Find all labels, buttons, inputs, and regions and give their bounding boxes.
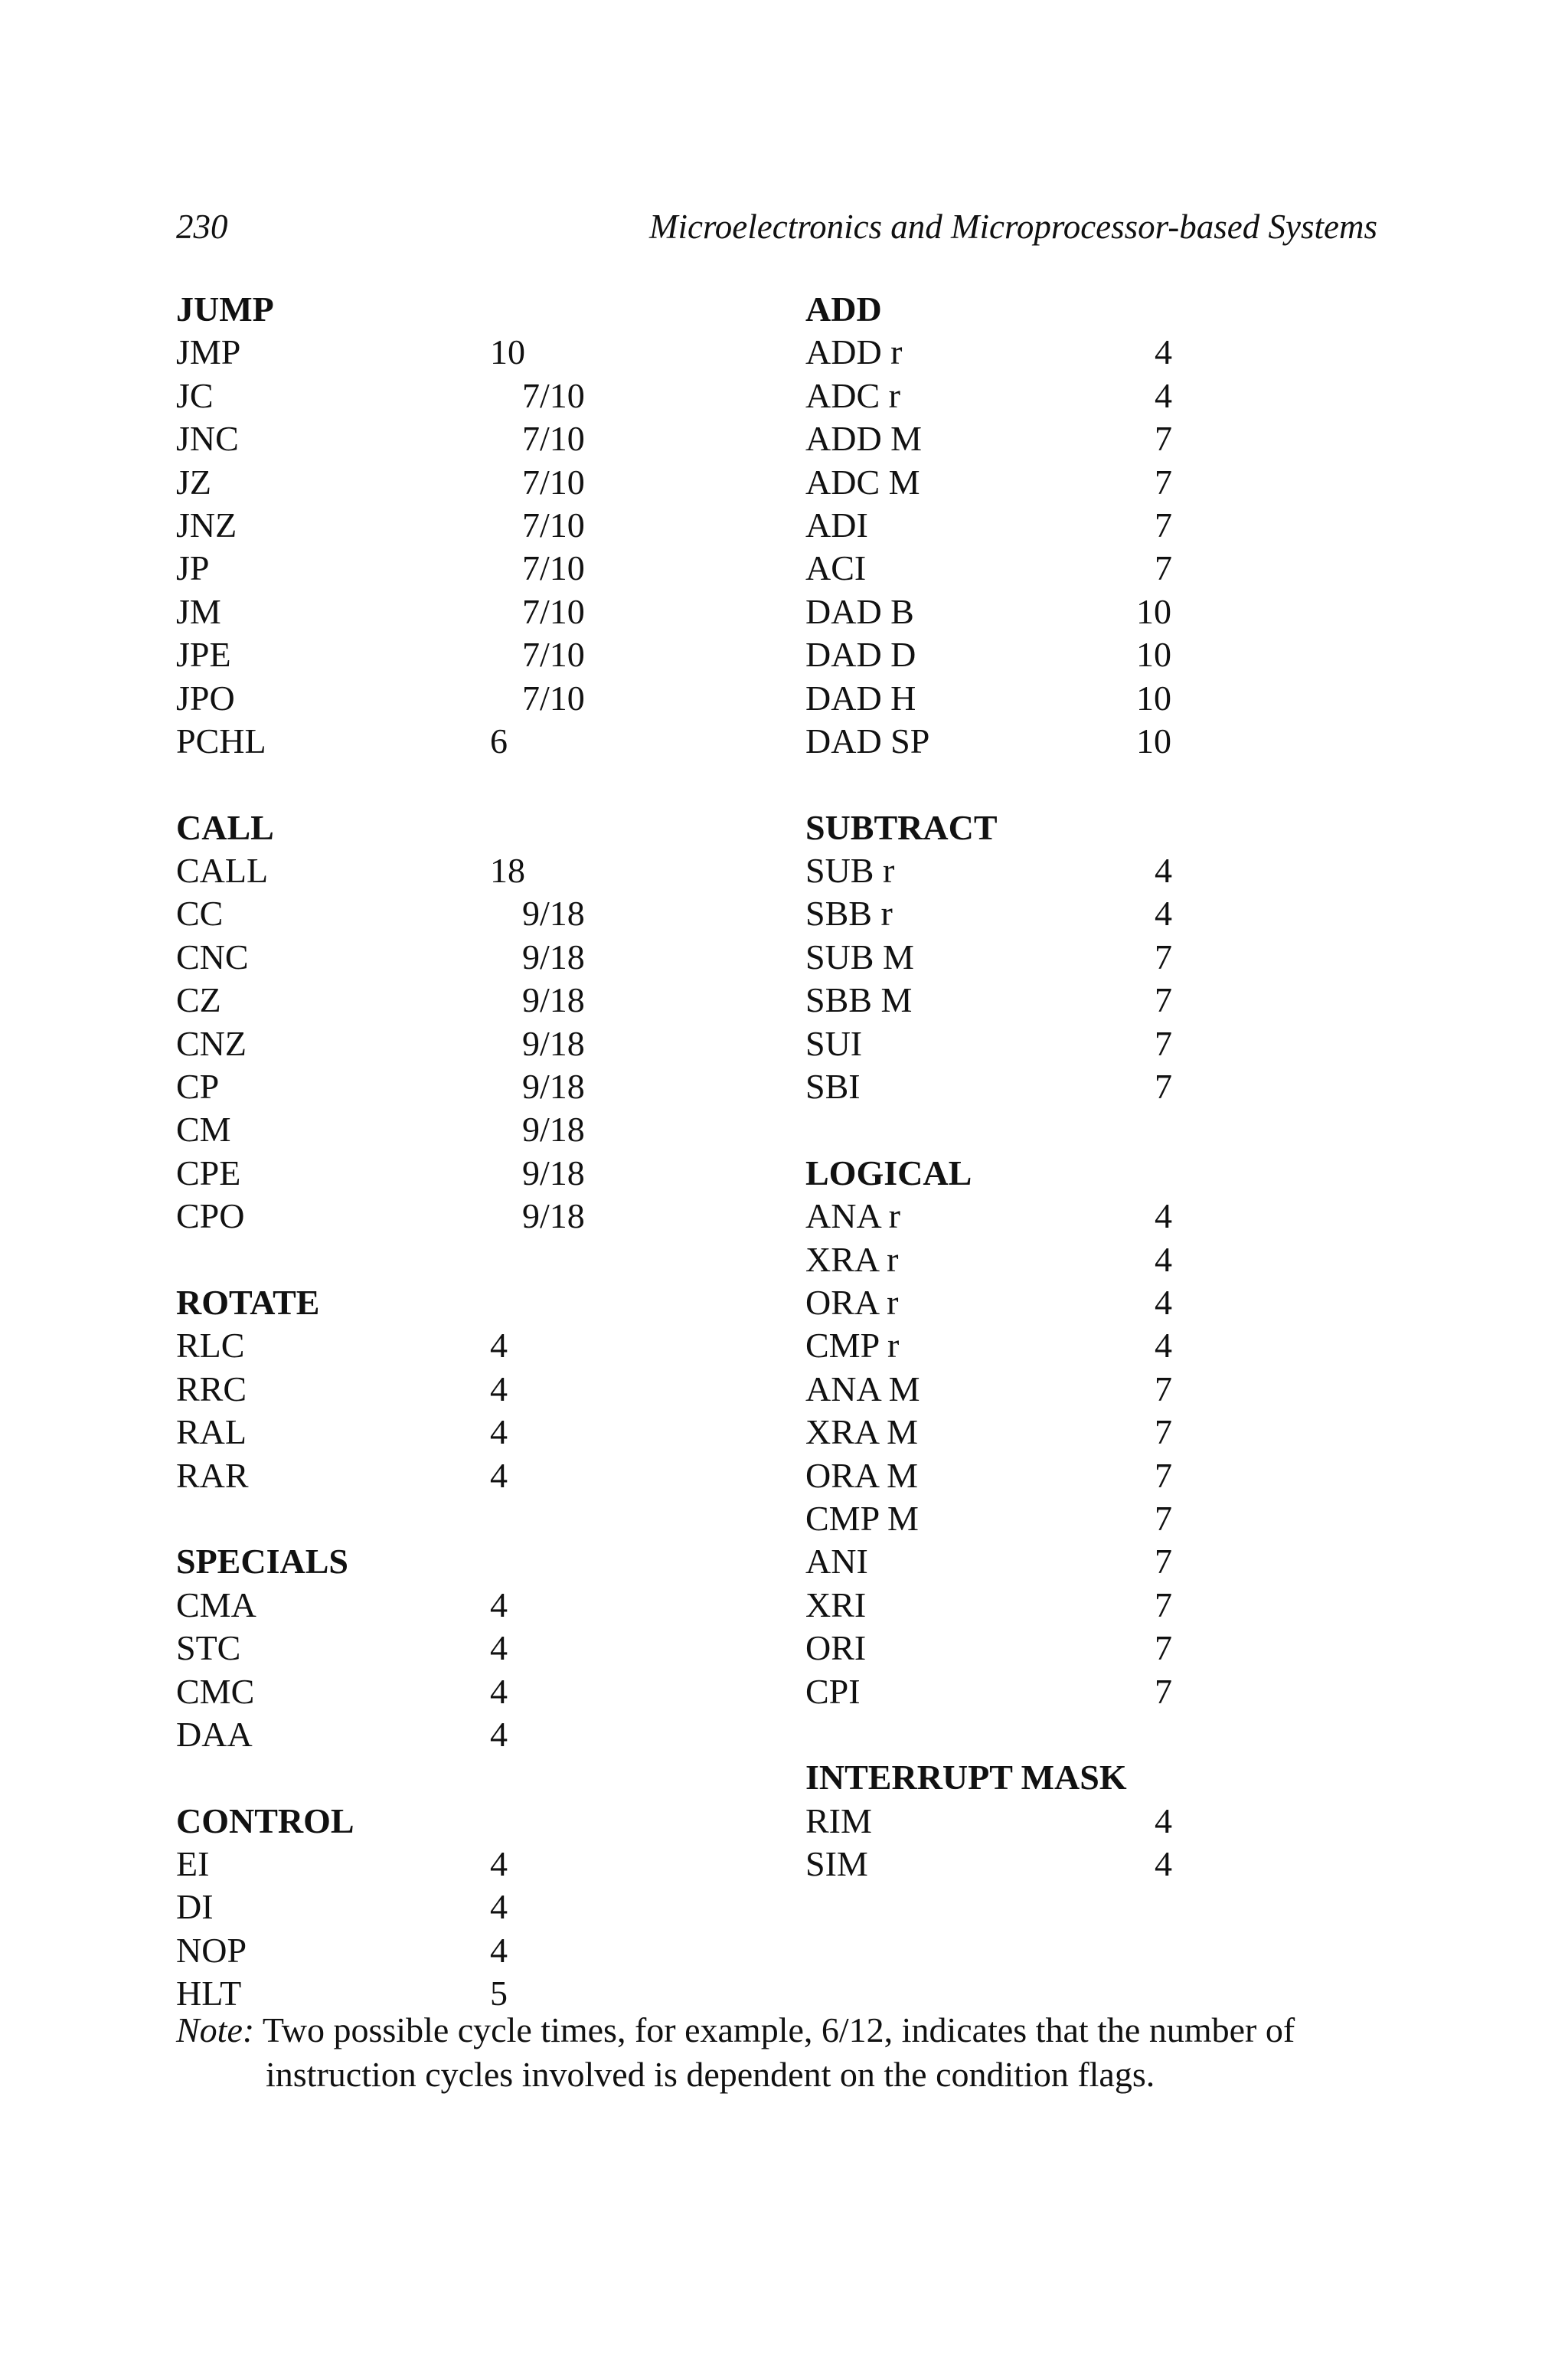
- instruction-row: [805, 720, 1171, 763]
- mnemonic: HLT: [176, 1974, 242, 2013]
- note-label: Note:: [176, 2010, 255, 2049]
- instruction-row: [176, 417, 585, 460]
- mnemonic: CMP M: [805, 1498, 919, 1538]
- instruction-row: [176, 892, 585, 935]
- cycle-count: 4: [490, 1714, 508, 1754]
- mnemonic: DAD B: [805, 591, 914, 631]
- cycle-count: 4: [1155, 1239, 1172, 1279]
- cycle-count: 7: [1155, 937, 1172, 976]
- spacer: [176, 763, 354, 806]
- cycle-count: 4: [1155, 851, 1172, 891]
- mnemonic: CC: [176, 894, 224, 934]
- mnemonic: DI: [176, 1887, 214, 1927]
- mnemonic: ACI: [805, 548, 867, 588]
- cycle-count: 4: [490, 1585, 508, 1624]
- instruction-row: [176, 547, 585, 590]
- cycle-count: 5: [490, 1974, 508, 2013]
- mnemonic: RAR: [176, 1455, 249, 1495]
- cycle-count: 7/10: [522, 591, 585, 631]
- cycle-count: 9/18: [522, 1153, 585, 1192]
- cycle-count: 6: [490, 721, 508, 761]
- cycle-count: 7: [1155, 1067, 1172, 1107]
- mnemonic: CPI: [805, 1671, 861, 1711]
- mnemonic: JNC: [176, 419, 239, 459]
- cycle-count: 7: [1155, 1498, 1172, 1538]
- cycle-count: 10: [1136, 635, 1171, 675]
- mnemonic: RLC: [176, 1326, 245, 1366]
- mnemonic: JMP: [176, 332, 241, 372]
- cycle-count: 4: [490, 1628, 508, 1668]
- instruction-row: [805, 1497, 1172, 1540]
- mnemonic: SUB r: [805, 851, 895, 891]
- left-column: [176, 288, 585, 2016]
- instruction-row: [176, 1022, 585, 1065]
- mnemonic: SUB M: [805, 937, 914, 976]
- instruction-row: [176, 375, 585, 417]
- cycle-count: 9/18: [522, 1196, 585, 1236]
- mnemonic: XRA r: [805, 1239, 899, 1279]
- mnemonic: SBI: [805, 1067, 861, 1107]
- page-number: 230: [176, 208, 228, 246]
- mnemonic: JZ: [176, 462, 211, 502]
- instruction-row: [805, 547, 1172, 590]
- instruction-row: [805, 1022, 1172, 1065]
- mnemonic: CM: [176, 1110, 231, 1150]
- cycle-count: 4: [490, 1930, 508, 1970]
- cycle-count: 7: [1155, 1671, 1172, 1711]
- instruction-row: [805, 417, 1172, 460]
- instruction-row: [176, 1108, 585, 1151]
- instruction-row: [176, 590, 585, 633]
- instruction-row: [805, 936, 1172, 979]
- mnemonic: JPO: [176, 678, 235, 718]
- mnemonic: PCHL: [176, 721, 266, 761]
- mnemonic: ORA M: [805, 1455, 918, 1495]
- group-heading: SUBTRACT: [805, 807, 998, 847]
- instruction-row: [805, 1065, 1172, 1108]
- instruction-row: [176, 1411, 508, 1454]
- mnemonic: RIM: [805, 1801, 872, 1840]
- instruction-row: [176, 1368, 508, 1411]
- instruction-row: [805, 375, 1172, 417]
- spacer: [176, 1238, 354, 1281]
- cycle-count: 10: [1136, 591, 1171, 631]
- instruction-row: [805, 331, 1172, 374]
- cycle-count: 4: [490, 1455, 508, 1495]
- cycle-count: 4: [490, 1671, 508, 1711]
- cycle-count: 10: [1136, 721, 1171, 761]
- instruction-row: [176, 677, 585, 720]
- instruction-row: [176, 1065, 585, 1108]
- cycle-count: 7/10: [522, 419, 585, 459]
- cycle-count: 7: [1155, 505, 1172, 545]
- mnemonic: CMA: [176, 1585, 256, 1624]
- cycle-count: 4: [490, 1844, 508, 1884]
- instruction-row: [805, 504, 1172, 547]
- instruction-row: [176, 1195, 585, 1238]
- instruction-row: [805, 1324, 1172, 1367]
- instruction-row: [176, 1152, 585, 1195]
- cycle-count: 7/10: [522, 505, 585, 545]
- group-heading: JUMP: [176, 289, 274, 329]
- mnemonic: ORA r: [805, 1282, 899, 1322]
- mnemonic: CPO: [176, 1196, 245, 1236]
- cycle-count: 7: [1155, 548, 1172, 588]
- cycle-count: 4: [490, 1326, 508, 1366]
- mnemonic: ADD r: [805, 332, 903, 372]
- spacer: [176, 1497, 354, 1540]
- mnemonic: XRA M: [805, 1412, 918, 1452]
- cycle-count: 7/10: [522, 548, 585, 588]
- mnemonic: SBB M: [805, 980, 913, 1020]
- cycle-count: 4: [490, 1887, 508, 1927]
- mnemonic: SUI: [805, 1023, 863, 1063]
- cycle-count: 7: [1155, 1412, 1172, 1452]
- cycle-count: 9/18: [522, 1023, 585, 1063]
- instruction-row: [176, 979, 585, 1022]
- instruction-row: [176, 1670, 508, 1713]
- note-line-1: Two possible cycle times, for example, 6/12, indicates that the number of: [262, 2010, 1295, 2049]
- spacer: [805, 763, 1127, 806]
- instruction-row: [176, 1324, 508, 1367]
- instruction-row: [805, 1281, 1172, 1324]
- cycle-count: 4: [1155, 1282, 1172, 1322]
- running-title: Microelectronics and Microprocessor-based Systems: [649, 208, 1377, 246]
- instruction-row: [176, 1929, 508, 1972]
- cycle-count: 4: [490, 1369, 508, 1408]
- mnemonic: JNZ: [176, 505, 237, 545]
- instruction-row: [176, 1454, 508, 1497]
- spacer: [176, 1756, 354, 1799]
- instruction-row: [805, 633, 1171, 676]
- instruction-row: [805, 1195, 1172, 1238]
- instruction-row: [805, 1670, 1172, 1713]
- instruction-row: [805, 1627, 1172, 1670]
- cycle-count: 7: [1155, 1542, 1172, 1582]
- mnemonic: DAD SP: [805, 721, 930, 761]
- cycle-count: 9/18: [522, 937, 585, 976]
- group-heading: INTERRUPT MASK: [805, 1758, 1127, 1797]
- instruction-row: [176, 1584, 508, 1627]
- group-heading: ADD: [805, 289, 882, 329]
- instruction-row: [176, 936, 585, 979]
- instruction-row: [805, 892, 1172, 935]
- mnemonic: ADD M: [805, 419, 923, 459]
- cycle-count: 9/18: [522, 1110, 585, 1150]
- cycle-count: 10: [490, 332, 525, 372]
- instruction-row: [176, 1843, 508, 1886]
- mnemonic: ANA M: [805, 1369, 920, 1408]
- mnemonic: DAD H: [805, 678, 916, 718]
- cycle-count: 7: [1155, 1455, 1172, 1495]
- instruction-row: [176, 1713, 508, 1756]
- mnemonic: CALL: [176, 851, 269, 891]
- instruction-row: [176, 633, 585, 676]
- mnemonic: ADC M: [805, 462, 920, 502]
- cycle-count: 7: [1155, 1369, 1172, 1408]
- cycle-count: 4: [1155, 894, 1172, 934]
- instruction-row: [805, 1368, 1172, 1411]
- instruction-row: [176, 720, 508, 763]
- mnemonic: CPE: [176, 1153, 241, 1192]
- cycle-count: 7: [1155, 462, 1172, 502]
- cycle-count: 4: [1155, 332, 1172, 372]
- group-heading: SPECIALS: [176, 1542, 348, 1582]
- cycle-count: 18: [490, 851, 525, 891]
- cycle-count: 7/10: [522, 635, 585, 675]
- cycle-count: 7: [1155, 1023, 1172, 1063]
- mnemonic: CNC: [176, 937, 249, 976]
- mnemonic: CNZ: [176, 1023, 247, 1063]
- instruction-row: [805, 590, 1171, 633]
- instruction-row: [176, 461, 585, 504]
- mnemonic: STC: [176, 1628, 241, 1668]
- mnemonic: ADC r: [805, 375, 900, 415]
- cycle-count: 7/10: [522, 462, 585, 502]
- note-line-2: instruction cycles involved is dependent on the condition flags.: [266, 2055, 1155, 2094]
- mnemonic: RRC: [176, 1369, 247, 1408]
- right-column: [805, 288, 1172, 1886]
- instruction-row: [805, 1843, 1172, 1886]
- mnemonic: XRI: [805, 1585, 867, 1624]
- mnemonic: RAL: [176, 1412, 247, 1452]
- cycle-count: 10: [1136, 678, 1171, 718]
- group-heading: CALL: [176, 807, 274, 847]
- cycle-count: 7: [1155, 980, 1172, 1020]
- mnemonic: JP: [176, 548, 210, 588]
- spacer: [805, 1108, 1127, 1151]
- instruction-row: [805, 677, 1171, 720]
- instruction-row: [805, 1540, 1172, 1583]
- cycle-count: 4: [490, 1412, 508, 1452]
- cycle-count: 9/18: [522, 894, 585, 934]
- mnemonic: CMC: [176, 1671, 255, 1711]
- cycle-count: 4: [1155, 1326, 1172, 1366]
- cycle-count: 7: [1155, 1628, 1172, 1668]
- mnemonic: ORI: [805, 1628, 867, 1668]
- instruction-row: [805, 1238, 1172, 1281]
- group-heading: ROTATE: [176, 1282, 320, 1322]
- mnemonic: NOP: [176, 1930, 247, 1970]
- instruction-row: [805, 1411, 1172, 1454]
- mnemonic: JM: [176, 591, 221, 631]
- instruction-row: [805, 1800, 1172, 1843]
- instruction-row: [176, 1886, 508, 1928]
- instruction-row: [805, 461, 1172, 504]
- mnemonic: ANA r: [805, 1196, 900, 1236]
- instruction-row: [176, 331, 525, 374]
- group-heading: LOGICAL: [805, 1153, 972, 1192]
- spacer: [805, 1713, 1127, 1756]
- instruction-row: [805, 979, 1172, 1022]
- mnemonic: DAD D: [805, 635, 916, 675]
- cycle-count: 9/18: [522, 1067, 585, 1107]
- footnote: [176, 2008, 1401, 2097]
- mnemonic: CMP r: [805, 1326, 900, 1366]
- mnemonic: DAA: [176, 1714, 253, 1754]
- cycle-count: 7: [1155, 1585, 1172, 1624]
- cycle-count: 9/18: [522, 980, 585, 1020]
- instruction-row: [805, 1454, 1172, 1497]
- instruction-row: [805, 849, 1172, 892]
- mnemonic: SBB r: [805, 894, 893, 934]
- mnemonic: JC: [176, 375, 214, 415]
- instruction-row: [176, 849, 525, 892]
- cycle-count: 4: [1155, 1844, 1172, 1884]
- mnemonic: ADI: [805, 505, 868, 545]
- mnemonic: EI: [176, 1844, 210, 1884]
- cycle-count: 7/10: [522, 375, 585, 415]
- instruction-row: [176, 1627, 508, 1670]
- instruction-row: [805, 1584, 1172, 1627]
- mnemonic: CZ: [176, 980, 221, 1020]
- cycle-count: 4: [1155, 375, 1172, 415]
- mnemonic: CP: [176, 1067, 220, 1107]
- cycle-count: 7/10: [522, 678, 585, 718]
- group-heading: CONTROL: [176, 1801, 354, 1840]
- cycle-count: 4: [1155, 1801, 1172, 1840]
- mnemonic: JPE: [176, 635, 231, 675]
- mnemonic: ANI: [805, 1542, 868, 1582]
- cycle-count: 7: [1155, 419, 1172, 459]
- instruction-row: [176, 504, 585, 547]
- mnemonic: SIM: [805, 1844, 868, 1884]
- cycle-count: 4: [1155, 1196, 1172, 1236]
